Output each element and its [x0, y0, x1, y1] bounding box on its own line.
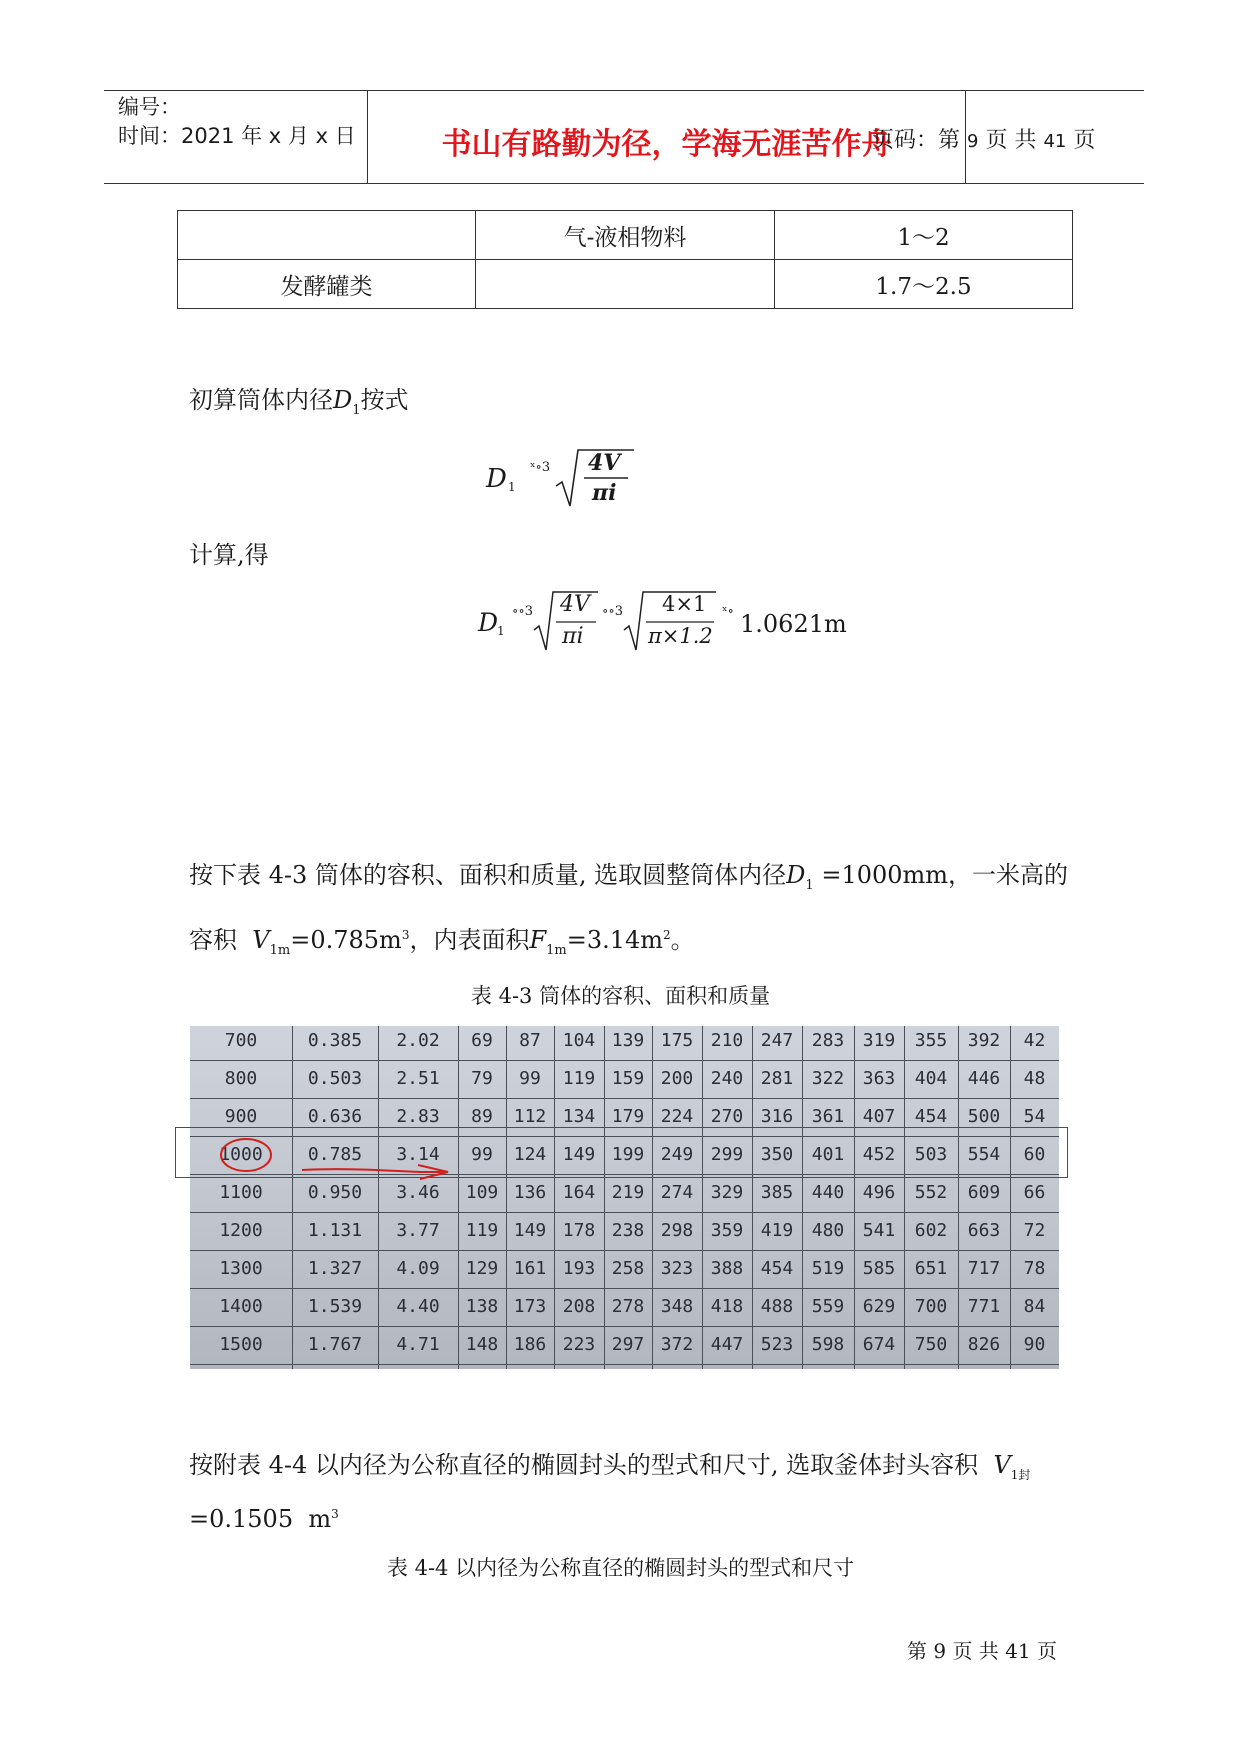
symbol-D: D	[786, 861, 806, 889]
table-cell: 329	[710, 1182, 744, 1203]
denominator: πi	[592, 480, 617, 506]
table-cell: 1400	[219, 1296, 263, 1317]
table-cell: 609	[967, 1182, 1001, 1203]
table-row	[190, 1212, 1059, 1251]
table-cell: 283	[811, 1030, 845, 1051]
table-cell: 598	[811, 1334, 845, 1355]
table-cell: 298	[660, 1220, 694, 1241]
table-cell: 1.327	[307, 1258, 363, 1279]
subscript: 1	[508, 480, 516, 494]
table-cell: 178	[562, 1220, 596, 1241]
table-cell: 559	[811, 1296, 845, 1317]
text-run: 按附表 4-4 以内径为公称直径的椭圆封头的型式和尺寸, 选取釜体封头容积	[189, 1451, 979, 1479]
table-cell: 0.636	[307, 1106, 363, 1127]
text-run: 。	[670, 926, 695, 954]
text-run: 按下表 4-3 筒体的容积、面积和质量, 选取圆整筒体内径	[189, 861, 787, 889]
unit: m	[379, 926, 402, 954]
table-cell: 247	[760, 1030, 794, 1051]
table-cell: 139	[611, 1030, 645, 1051]
table-cell: 270	[710, 1106, 744, 1127]
table-cell: 4.09	[396, 1258, 440, 1279]
paragraph-select-diameter	[189, 855, 1068, 893]
table-cell: 488	[760, 1296, 794, 1317]
table-cell: 148	[465, 1334, 499, 1355]
table-cell: 3.46	[396, 1182, 440, 1203]
table-cell: 454	[760, 1258, 794, 1279]
table-cell: 446	[967, 1068, 1001, 1089]
subscript: 1	[497, 624, 505, 638]
table-cell: 700	[224, 1030, 258, 1051]
table-cell: 401	[811, 1144, 845, 1165]
table-cell: 717	[967, 1258, 1001, 1279]
table-cell: 0.950	[307, 1182, 363, 1203]
table-cell: 750	[914, 1334, 948, 1355]
formula-operator: ∘∘3	[602, 604, 624, 619]
table-cell: 363	[862, 1068, 896, 1089]
table-cell: 447	[710, 1334, 744, 1355]
table-cell: 1.767	[307, 1334, 363, 1355]
text-run: =0.785	[290, 926, 380, 954]
table-cell: 1.539	[307, 1296, 363, 1317]
text-run: =1000mm，一米高的	[821, 861, 1069, 889]
table-cell: 193	[562, 1258, 596, 1279]
table-cell: 500	[967, 1106, 1001, 1127]
table-cell: 79	[471, 1068, 493, 1089]
table-cell: 223	[562, 1334, 596, 1355]
table-cell: 519	[811, 1258, 845, 1279]
unit: m	[308, 1505, 332, 1533]
table-row	[190, 1250, 1059, 1289]
table-cell: 发酵罐类	[178, 260, 476, 309]
page-mid: 页 共	[985, 128, 1037, 153]
table-cell: 258	[611, 1258, 645, 1279]
table-cell: 359	[710, 1220, 744, 1241]
circle-annotation	[218, 1138, 278, 1176]
table-row	[190, 1326, 1059, 1365]
table-cell: 392	[967, 1030, 1001, 1051]
table-cell: 319	[862, 1030, 896, 1051]
table-cell: 72	[1023, 1220, 1046, 1241]
table-cell: 355	[914, 1030, 948, 1051]
table-cell: 208	[562, 1296, 596, 1317]
table-cell: 372	[660, 1334, 694, 1355]
table-cell: 60	[1023, 1144, 1046, 1165]
table-cell: 1200	[219, 1220, 263, 1241]
table-cell: 249	[660, 1144, 694, 1165]
table-cell: 452	[862, 1144, 896, 1165]
table-cell: 87	[519, 1030, 541, 1051]
table-cell: 278	[611, 1296, 645, 1317]
table-cell: 66	[1023, 1182, 1046, 1203]
table-cell: 0.385	[307, 1030, 363, 1051]
table-row	[178, 211, 1073, 260]
symbol-V: V	[993, 1451, 1011, 1479]
text-run: =0.1505	[189, 1505, 294, 1533]
table-cell: 69	[471, 1030, 493, 1051]
superscript: 3	[401, 928, 410, 942]
table-cell: 1000	[219, 1144, 263, 1165]
subscript: 1	[805, 877, 814, 893]
symbol-V: V	[252, 926, 270, 954]
page-number: 9	[967, 131, 979, 152]
table-cell: 299	[710, 1144, 744, 1165]
table-cell: 496	[862, 1182, 896, 1203]
table-cell: 348	[660, 1296, 694, 1317]
table-cell: 674	[862, 1334, 896, 1355]
paragraph-volume-area	[189, 920, 695, 958]
table-cell: 651	[914, 1258, 948, 1279]
formula-operator: ˣ∘	[722, 604, 734, 619]
table-cell: 4.71	[396, 1334, 440, 1355]
table-cell: 1.7～2.5	[775, 260, 1073, 309]
table-cell: 419	[760, 1220, 794, 1241]
table-cell: 224	[660, 1106, 694, 1127]
numerator: 4V	[560, 592, 590, 617]
table-cell: 274	[660, 1182, 694, 1203]
table-cell: 175	[660, 1030, 694, 1051]
table-cell: 109	[465, 1182, 499, 1203]
text-run: ，内表面积	[409, 926, 530, 954]
table-row	[178, 260, 1073, 309]
table-cell: 1500	[219, 1334, 263, 1355]
table-cell: 179	[611, 1106, 645, 1127]
subscript: 1	[352, 402, 361, 418]
table-cell: 629	[862, 1296, 896, 1317]
table-cell: 3.77	[396, 1220, 440, 1241]
table-cell: 99	[471, 1144, 493, 1165]
table-cell: 407	[862, 1106, 896, 1127]
table-cell: 129	[465, 1258, 499, 1279]
caption-table-4-3: 表 4-3 筒体的容积、面积和质量	[470, 984, 771, 1008]
symbol-F: F	[529, 926, 547, 954]
table-cell: 454	[914, 1106, 948, 1127]
initial-calc-text	[189, 380, 409, 418]
table-cell: 323	[660, 1258, 694, 1279]
table-cell: 2.83	[396, 1106, 440, 1127]
table-cell: 297	[611, 1334, 645, 1355]
table-cell: 161	[513, 1258, 547, 1279]
paragraph-head-volume	[189, 1445, 1030, 1483]
table-cell: 404	[914, 1068, 948, 1089]
numerator: 4×1	[662, 592, 707, 616]
table-cell: 663	[967, 1220, 1001, 1241]
table-cell: 119	[465, 1220, 499, 1241]
table-cell: 124	[513, 1144, 547, 1165]
table-cell: 0.785	[307, 1144, 363, 1165]
table-cell: 541	[862, 1220, 896, 1241]
formula-operator: ˣ∘3	[530, 460, 551, 475]
number-label: 编号：	[118, 95, 181, 119]
table-cell: 99	[519, 1068, 541, 1089]
table-cell: 0.503	[307, 1068, 363, 1089]
table-cell: 281	[760, 1068, 794, 1089]
table-cell: 84	[1023, 1296, 1046, 1317]
text-run: 按式	[360, 386, 409, 414]
subscript: 1封	[1010, 1467, 1031, 1482]
table-cell: 89	[471, 1106, 493, 1127]
text-run: =3.14	[566, 926, 641, 954]
table-cell: 238	[611, 1220, 645, 1241]
symbol-D: D	[333, 386, 353, 414]
table-cell: 138	[465, 1296, 499, 1317]
table-cell: 900	[224, 1106, 258, 1127]
table-cell: 2.51	[396, 1068, 440, 1089]
table-cell: 322	[811, 1068, 845, 1089]
formula-operator: ∘∘3	[512, 604, 534, 619]
table-cell: 气-液相物料	[476, 211, 775, 260]
table-cell: 199	[611, 1144, 645, 1165]
table-cell: 136	[513, 1182, 547, 1203]
table-cell: 440	[811, 1182, 845, 1203]
formula-d1-result	[478, 588, 847, 652]
table-cell: 219	[611, 1182, 645, 1203]
table-cell	[476, 260, 775, 309]
table-cell: 480	[811, 1220, 845, 1241]
table-cell: 1300	[219, 1258, 263, 1279]
table-row	[190, 1026, 1059, 1061]
table-cell: 149	[513, 1220, 547, 1241]
table-cell: 54	[1023, 1106, 1046, 1127]
numerator: 4V	[588, 450, 621, 476]
subscript: 1m	[269, 942, 291, 958]
table-cell: 78	[1023, 1258, 1046, 1279]
page-total: 41	[1043, 131, 1067, 152]
table-cell: 1100	[219, 1182, 263, 1203]
table-cell: 4.40	[396, 1296, 440, 1317]
underline-annotation	[300, 1160, 450, 1182]
header-page-info	[872, 123, 1095, 154]
table-cell: 552	[914, 1182, 948, 1203]
table-cell	[178, 211, 476, 260]
table-cell: 159	[611, 1068, 645, 1089]
table-cell: 42	[1023, 1030, 1046, 1051]
table-cell: 149	[562, 1144, 596, 1165]
table-cell: 119	[562, 1068, 596, 1089]
time-label: 时间：2021 年 x 月 x 日	[118, 124, 356, 148]
table-cell: 388	[710, 1258, 744, 1279]
table-cell: 3.14	[396, 1144, 440, 1165]
table-cell: 800	[224, 1068, 258, 1089]
page-header	[104, 90, 1144, 184]
table-cell: 200	[660, 1068, 694, 1089]
table-cell: 1～2	[775, 211, 1073, 260]
caption-table-4-4: 表 4-4 以内径为公称直径的椭圆封头的型式和尺寸	[386, 1556, 855, 1580]
table-row	[190, 1288, 1059, 1327]
page-suffix: 页	[1073, 128, 1096, 153]
table-cell: 210	[710, 1030, 744, 1051]
table-cell: 48	[1023, 1068, 1046, 1089]
text-run: 容积	[189, 926, 237, 954]
page-footer: 第 9 页 共 41 页	[907, 1639, 1057, 1663]
header-meta	[118, 93, 356, 151]
table-cell: 90	[1023, 1334, 1046, 1355]
denominator: π×1.2	[648, 624, 713, 648]
table-cell: 164	[562, 1182, 596, 1203]
superscript: 3	[331, 1507, 339, 1521]
table-cell: 350	[760, 1144, 794, 1165]
coefficient-table	[177, 210, 1073, 309]
text-run: 初算筒体内径	[189, 386, 333, 414]
paragraph-head-volume-value	[189, 1505, 339, 1533]
table-cell: 240	[710, 1068, 744, 1089]
subscript: 1m	[546, 942, 567, 958]
table-cell: 134	[562, 1106, 596, 1127]
unit: m	[640, 926, 664, 954]
table-cell: 112	[513, 1106, 547, 1127]
formula-d1	[486, 448, 646, 508]
formula-result: 1.0621m	[740, 610, 847, 638]
table-cell: 554	[967, 1144, 1001, 1165]
table-cell: 826	[967, 1334, 1001, 1355]
table-cell: 186	[513, 1334, 547, 1355]
table-cell: 503	[914, 1144, 948, 1165]
table-cell: 316	[760, 1106, 794, 1127]
superscript: 2	[663, 928, 671, 942]
table-cell: 585	[862, 1258, 896, 1279]
table-cell: 1.131	[307, 1220, 363, 1241]
table-cell: 385	[760, 1182, 794, 1203]
page-prefix: 页码：第	[872, 128, 961, 153]
denominator: πi	[562, 624, 584, 649]
table-cell: 700	[914, 1296, 948, 1317]
symbol-D: D	[486, 464, 507, 494]
table-cell: 602	[914, 1220, 948, 1241]
table-cell: 361	[811, 1106, 845, 1127]
table-cell: 173	[513, 1296, 547, 1317]
header-motto: 书山有路勤为径，学海无涯苦作舟	[441, 127, 892, 162]
scanned-table-photo	[190, 1026, 1059, 1369]
calc-result-text: 计算,得	[189, 541, 269, 569]
table-cell: 2.02	[396, 1030, 440, 1051]
table-cell: 771	[967, 1296, 1001, 1317]
symbol-D: D	[478, 608, 499, 637]
table-cell: 104	[562, 1030, 596, 1051]
table-cell: 523	[760, 1334, 794, 1355]
table-row	[190, 1060, 1059, 1099]
table-cell: 418	[710, 1296, 744, 1317]
